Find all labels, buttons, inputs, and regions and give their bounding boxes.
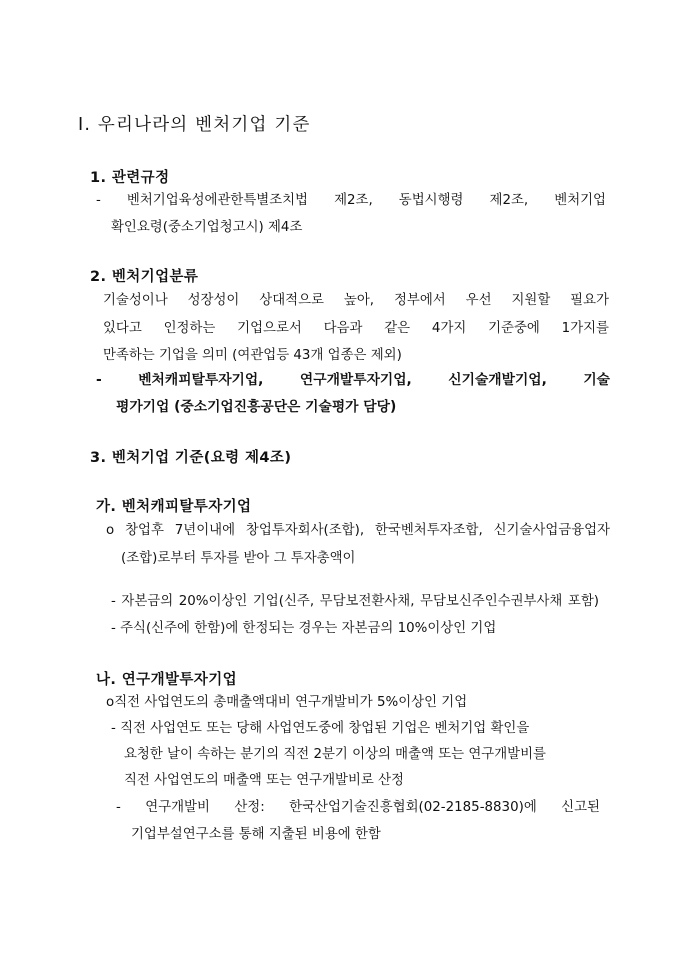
document-title: Ⅰ. 우리나라의 벤처기업 기준 bbox=[78, 115, 311, 135]
classification-bold-line-2: 평가기업 (중소기업진흥공단은 기술평가 담당) bbox=[116, 399, 397, 415]
venture-capital-line-1: o 창업후 7년이내에 창업투자회사(조합), 한국벤처투자조합, 신기술사업금융업자 bbox=[106, 523, 610, 538]
rnd-investment-line-2: - 직전 사업연도 또는 당해 사업연도중에 창업된 기업은 벤처기업 확인을 bbox=[111, 721, 530, 736]
venture-capital-line-2: (조합)로부터 투자를 받아 그 투자총액이 bbox=[121, 551, 356, 566]
venture-capital-line-3: - 자본금의 20%이상인 기업(신주, 무담보전환사채, 무담보신주인수권부사채 포함) bbox=[111, 594, 599, 609]
regulations-line-2: 확인요령(중소기업청고시) 제4조 bbox=[111, 220, 303, 235]
classification-bold-line-1: - 벤처캐피탈투자기업, 연구개발투자기업, 신기술개발기업, 기술 bbox=[96, 372, 610, 388]
section-heading-classification: 2. 벤처기업분류 bbox=[90, 269, 199, 285]
venture-capital-line-4: - 주식(신주에 한함)에 한정되는 경우는 자본금의 10%이상인 기업 bbox=[111, 621, 497, 636]
rnd-investment-line-1: o직전 사업연도의 총매출액대비 연구개발비가 5%이상인 기업 bbox=[106, 695, 468, 710]
classification-line-1: 기술성이나 성장성이 상대적으로 높아, 정부에서 우선 지원할 필요가 bbox=[103, 293, 609, 308]
subheading-rnd-investment: 나. 연구개발투자기업 bbox=[96, 672, 238, 688]
section-heading-criteria: 3. 벤처기업 기준(요령 제4조) bbox=[90, 450, 292, 466]
classification-line-2: 있다고 인정하는 기업으로서 다음과 같은 4가지 기준중에 1가지를 bbox=[103, 321, 609, 336]
rnd-investment-line-5: - 연구개발비 산정: 한국산업기술진흥협회(02-2185-8830)에 신고된 bbox=[116, 800, 600, 815]
regulations-line-1: - 벤처기업육성에관한특별조치법 제2조, 동법시행령 제2조, 벤처기업 bbox=[96, 193, 606, 208]
rnd-investment-line-6: 기업부설연구소를 통해 지출된 비용에 한함 bbox=[131, 827, 381, 842]
rnd-investment-line-3: 요청한 날이 속하는 분기의 직전 2분기 이상의 매출액 또는 연구개발비를 bbox=[124, 747, 546, 762]
rnd-investment-line-4: 직전 사업연도의 매출액 또는 연구개발비로 산정 bbox=[124, 773, 404, 788]
subheading-venture-capital: 가. 벤처캐피탈투자기업 bbox=[96, 499, 252, 515]
classification-line-3: 만족하는 기업을 의미 (여관업등 43개 업종은 제외) bbox=[103, 348, 402, 363]
section-heading-regulations: 1. 관련규정 bbox=[90, 170, 170, 186]
